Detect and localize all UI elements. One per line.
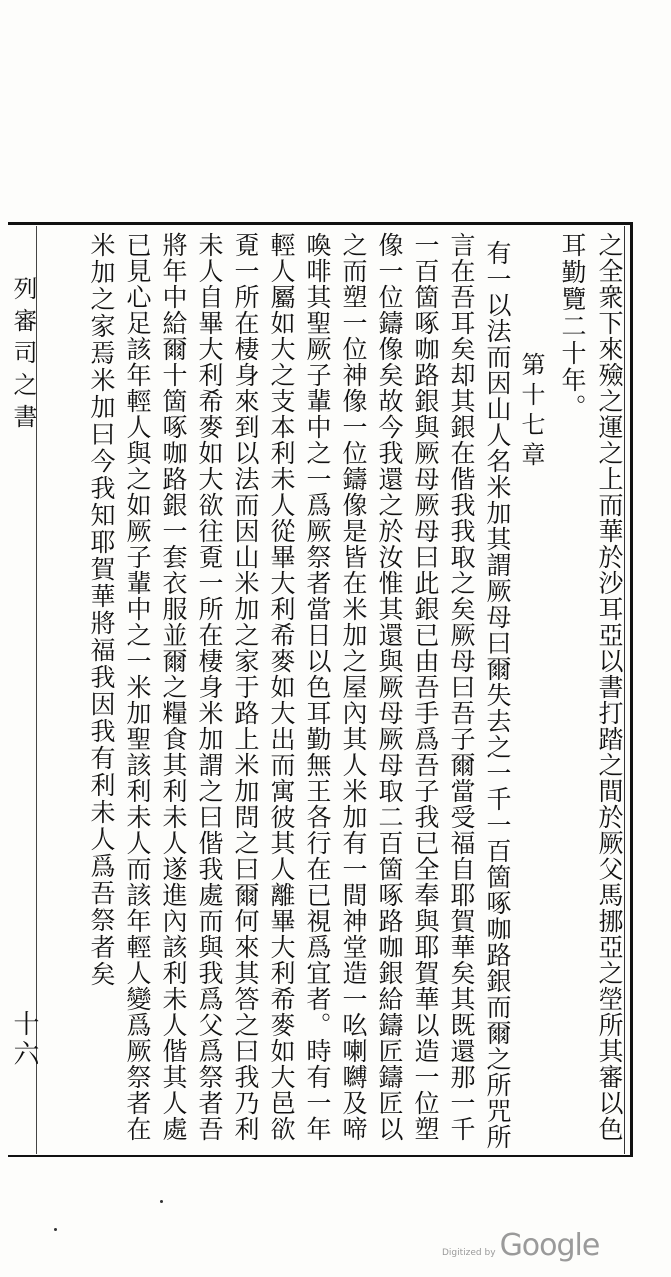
text-column-9: 喚啡其聖厥子輩中之一爲厥祭者當日以色耳勤無王各行在已視爲宜者。時有一年 [303, 232, 332, 1142]
text-column-15: 米加之家焉米加曰今我知耶賀華將福我因我有利未人爲吾祭者矣 [87, 232, 116, 988]
watermark-prefix: Digitized by [442, 1248, 496, 1258]
text-column-6: 一百箇啄咖路銀與厥母厥母曰此銀已由吾手爲吾子我已全奉與耶賀華以造一位塑 [411, 232, 440, 1142]
text-column-5: 言在吾耳矣却其銀在偕我我取之矣厥母曰吾子爾當受福自耶賀華矣其既還那一千 [447, 232, 476, 1142]
ink-speck [54, 1228, 57, 1231]
ink-speck [160, 1200, 163, 1203]
text-column-14: 已見心足該年輕人與之如厥子輩中之一米加聖該利未人而該年輕人變爲厥祭者在 [123, 232, 152, 1142]
frame-top-rule [8, 222, 632, 225]
text-column-2: 耳勤覽二十年。 [558, 232, 587, 421]
frame-bottom-rule [8, 1155, 632, 1157]
digitization-watermark [442, 1228, 599, 1263]
frame-right-rule [630, 222, 633, 1157]
text-column-4: 有一以法而因山人名米加其謂厥母曰爾失去之一千一百箇啄咖路銀而爾之所咒所 [483, 240, 512, 1150]
frame-inner-rule [624, 226, 625, 1154]
text-column-1: 之全衆下來殮之運之上而華於沙耳亞以書打踏之間於厥父馬挪亞之塋所其審以色 [595, 232, 624, 1142]
text-column-7: 像一位鑄像矣故今我還之於汝惟其還與厥母厥母取二百箇啄路咖銀給鑄匠鑄匠以 [375, 232, 404, 1142]
text-column-12: 未人自畢大利希麥如大欲往覔一所在棲身米加謂之曰偕我處而與我爲父爲祭者吾 [195, 232, 224, 1142]
text-column-8: 之而塑一位神像一位鑄像是皆在米加之屋內其人米加有一間神堂造一吆喇嚩及啼 [339, 232, 368, 1142]
text-column-11: 覔一所在棲身來到以法而因山米加之家于路上米加問之曰爾何來其答之曰我乃利 [231, 232, 260, 1142]
running-title: 列審司之書 [9, 276, 37, 436]
chapter-heading: 第十七章 [517, 352, 545, 472]
text-column-10: 輕人屬如大之支本利未人從畢大利希麥如大出而寓彼其人離畢大利希麥如大邑欲 [267, 232, 296, 1142]
text-column-13: 將年中給爾十箇啄咖路銀一套衣服並爾之糧食其利未人遂進內該利未人偕其人處 [159, 232, 188, 1142]
google-logo: Google [499, 1228, 600, 1263]
folio-number: 十六 [9, 1010, 39, 1070]
